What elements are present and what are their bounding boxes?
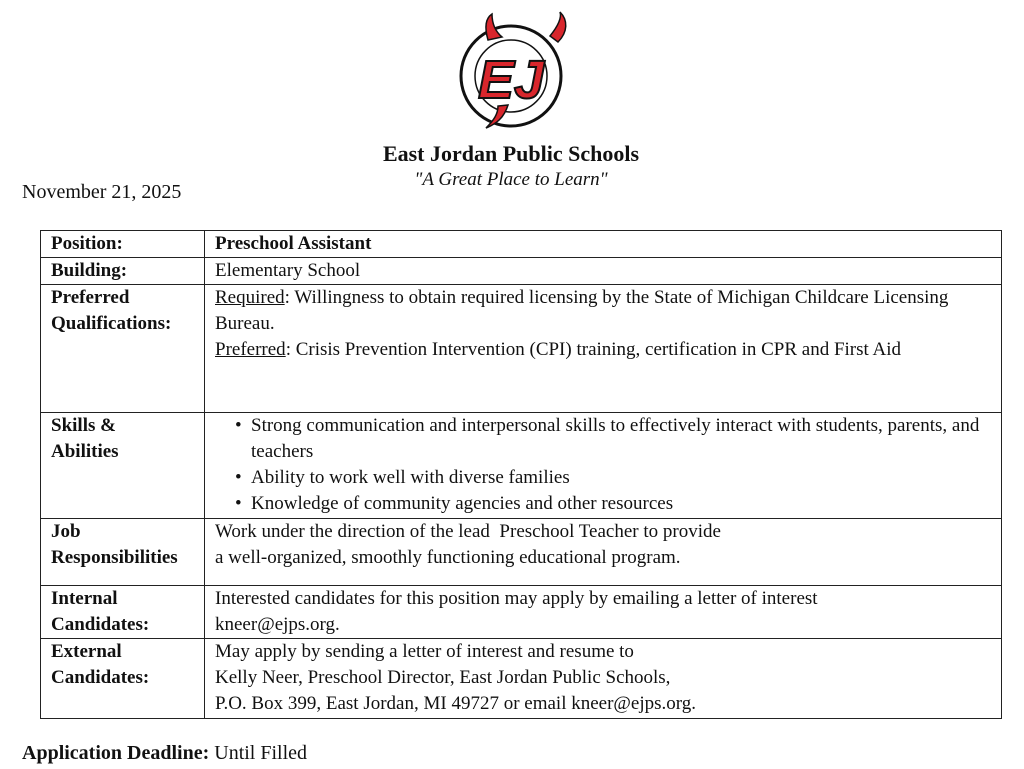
table-row-position [41,231,1002,258]
skills-value [205,413,1002,519]
building-label: Building: [41,258,205,285]
responsibilities-value: Work under the direction of the lead Preschool Teacher to provide a well-organized, smoothly functioning educational program. [205,519,1002,586]
application-deadline [22,742,307,765]
job-posting-table [40,230,1002,719]
skill-item: • Knowledge of community agencies and other resources [237,491,991,517]
position-label: Position: [41,231,205,258]
school-motto: "A Great Place to Learn" [414,169,608,190]
skill-item: • Ability to work well with diverse families [237,465,991,491]
logo-letters: EJ [477,50,545,110]
east-jordan-red-devils-logo [448,10,578,135]
skill-item: • Strong communication and interpersonal skills to effectively interact with students, parents, and teachers [237,413,991,465]
internal-value: Interested candidates for this position may apply by emailing a letter of interest kneer@ejps.org. [205,586,1002,639]
skills-label: Skills & Abilities [41,413,205,519]
required-label: Required [215,287,285,308]
internal-label: Internal Candidates: [41,586,205,639]
building-value: Elementary School [205,258,1002,285]
table-row-external [41,639,1002,719]
external-label: External Candidates: [41,639,205,719]
posting-date: November 21, 2025 [22,181,182,203]
position-value: Preschool Assistant [205,231,1002,258]
school-name: East Jordan Public Schools [382,141,640,166]
qualifications-label: Preferred Qualifications: [41,285,205,413]
table-row-building [41,258,1002,285]
table-row-skills [41,413,1002,519]
table-row-qualifications [41,285,1002,413]
preferred-label: Preferred [215,339,286,360]
qualifications-value: Required: Willingness to obtain required licensing by the State of Michigan Childcare Licensing Bureau. Preferred: Crisis Prevention Intervention (CPI) training, certification in CPR and First Aid [205,285,1002,413]
responsibilities-label: Job Responsibilities [41,519,205,586]
table-row-internal [41,586,1002,639]
external-value: May apply by sending a letter of interest and resume to Kelly Neer, Preschool Director, East Jordan Public Schools, P.O. Box 399, East Jordan, MI 49727 or email kneer@ejps.org. [205,639,1002,719]
deadline-label: Application Deadline: [22,742,210,764]
deadline-value: Until Filled [214,742,308,764]
table-row-responsibilities [41,519,1002,586]
